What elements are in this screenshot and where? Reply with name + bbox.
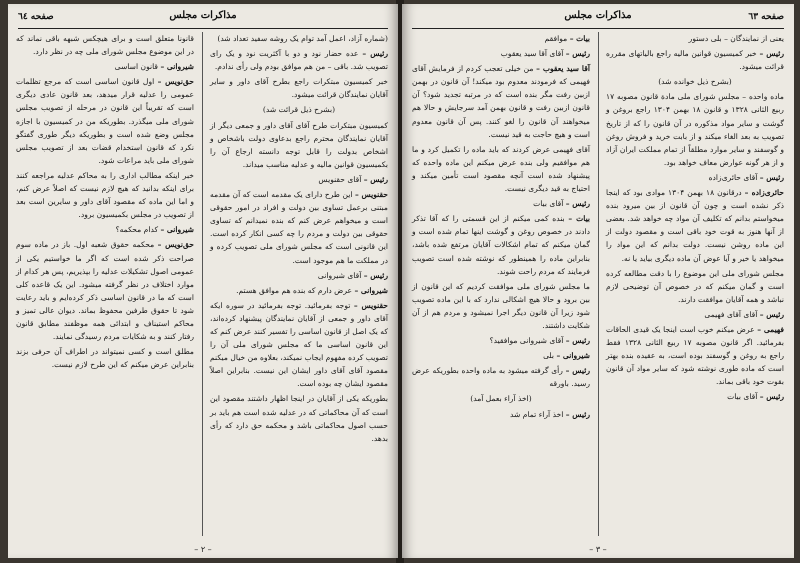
- paragraph: [412, 32, 590, 45]
- paragraph: [16, 223, 194, 236]
- paragraph: [412, 62, 590, 141]
- paragraph: [606, 171, 784, 184]
- speaker-name: رئیس –: [565, 336, 590, 346]
- paragraph-text: آقای بیات: [727, 392, 758, 402]
- paragraph-text: اول قانون اساسی است که مرجع تظلمات عمومی را عدلیه قرار میدهد، بعد قانون عادی دیگری است که تقریباً این قانون در مرحله از تصویب مجلس شورای ملی میگذرد. بطوریکه من در کمیسیون با اجازه مجلس وضع شده است و بطوریکه دیگر طوری گفتگو نکرد که قانون استخدام قضات بعد از تصویب مجلس شورای ملی باید مراعات شود.: [16, 77, 194, 165]
- paragraph: [606, 75, 784, 88]
- paragraph: [412, 364, 590, 390]
- speaker-name: رئیس –: [759, 392, 784, 402]
- speaker-name: رئیس –: [759, 49, 785, 59]
- paragraph: [210, 188, 388, 267]
- paragraph-text: آقای آقا سید یعقوب: [500, 49, 564, 59]
- paragraph-text: کمیسیون مبتکرات طرح آقای آقای داور و جمعی دیگر از آقایان نمایندگان محترم راجع بدعاوی دولت باشخاص و اشخاص بدولت را قابل توجه دانسته ارجاع آن را بکمیسیون قوانین مالیه و عدلیه مناسب میداند.: [210, 120, 388, 169]
- paragraph-text: اخذ آراء تمام شد: [510, 409, 564, 419]
- left-page-footer: – ۲ –: [194, 545, 212, 554]
- left-running-title: مذاکرات مجلس: [169, 10, 237, 21]
- paragraph-text: آقای بیات: [533, 199, 564, 209]
- paragraph: [412, 408, 590, 421]
- left-page-left-column: [16, 32, 194, 373]
- paragraph: [16, 169, 194, 221]
- speaker-name: شیروانی –: [160, 225, 194, 235]
- paragraph-text: توجه بفرمائید. توجه بفرمائید در سوره ایکه آقای داور و جمعی از آقایان نمایندگان پیشنهاد کرده‌اند، که یک اصل از قانون اساسی را تفسیر کنند عرض کنم که این قانون اساسی ما که مجلس شورای ملی آن را تصویب کرده مفهوم ایجاب نمیکند، بعلاوه من خیال میکنم مقصود آقای آقای داور ایشان این نیست. بنابراین اصلاً مقصود ایشان چه بوده است.: [210, 300, 388, 389]
- paragraph-text: عرض میکنم خوب است اینجا یک قیدی الحاقات بفرمائید. اگر قانون مصوبه ۱۷ ربیع الثانی ۱۳۲۸ فقط راجع به روغن و گوسفند بوده است، به عقیده بنده بهتر است که ماده طوری نوشته شود که سایر مواد آن قانون بقوت خود باقی بماند.: [606, 324, 785, 387]
- paragraph: [210, 392, 388, 444]
- paragraph-text: مجلس شورای ملی این موضوع را با دقت مطالعه کرده است و گمان میکنم که در خصوص آن توضیحی لازم نباشد و همه آقایان موافقت دارند.: [606, 268, 784, 304]
- paragraph: [210, 103, 388, 116]
- paragraph: [412, 143, 590, 195]
- paragraph-text: موافقم: [544, 34, 568, 43]
- paragraph: [412, 392, 590, 405]
- speaker-name: رئیس –: [759, 172, 784, 182]
- speaker-name: شیروانی –: [354, 285, 388, 295]
- paragraph: [210, 119, 388, 171]
- paragraph-text: عده حضار نود و دو با آکثریت نود و یک رای تصویب شد. باقی – من هم موافق بودم ولی رأی ندادم.: [210, 49, 388, 72]
- left-column-divider: [202, 32, 203, 536]
- paragraph: [606, 186, 784, 265]
- speaker-name: حق‌نویس –: [157, 77, 194, 87]
- speaker-name: رئیس –: [759, 309, 784, 319]
- paragraph-text: (بشرح ذیل خوانده شد): [658, 77, 732, 87]
- paragraph: [210, 173, 388, 186]
- paragraph-text: من خیلی تعجب کردم از فرمایش آقای فهیمی که فرمودند معدوم بود میکند! آن قانون در بهمن ازبین رفت مگر بنده است که در مرتبه تجدید شود؟ آن قانون ازبین رفت و قانون بهمن آمد سرجایش و حالا هم میخواهند آن قانون را لغو کنند. پس آن قانون معدوم است و هیچ حاجت به قید نیست.: [412, 64, 590, 139]
- left-page-header: [18, 10, 388, 28]
- paragraph-text: عرض دارم که بنده هم موافق هستم.: [236, 285, 353, 295]
- paragraph: [210, 299, 388, 391]
- paragraph: [412, 197, 590, 210]
- paragraph: [210, 32, 388, 45]
- paragraph-text: خبر کمیسیون قوانین مالیه راجع بالیاتهای مقرره قرائت میشود.: [606, 49, 784, 72]
- paragraph: [412, 334, 590, 347]
- speaker-name: بیات –: [569, 34, 590, 43]
- speaker-name: رئیس –: [363, 270, 388, 280]
- paragraph-text: بنده کمی میکنم از این قسمتی را که آقا تذکر دادند در خصوص روغن و گوشت اینها تمام شده است و گمان میکنم که تمام اشکالات آقایان مرتفع شده باشد، بنابراین ماده را همینطور که نوشته شده است تصویب فرمایند که مردم راحت شوند.: [412, 214, 590, 276]
- paragraph-text: این طرح دارای یک مقدمه است که آن مقدمه مبتنی برعمل تساوی بین دولت و افراد در امور حقوقی است و میخواهم عرض کنم که بنده نمیدانم که تساوی حقوقی بین دولت و مردم را چه کسی انکار کرده است. این قانونی است که مجلس شورای ملی تصویب کرده و در مملکت ما هم موجود است.: [210, 190, 388, 265]
- right-column-divider: [598, 32, 599, 536]
- paragraph-text: آقای شیروانی موافقید؟: [489, 336, 564, 346]
- right-page-left-column: [412, 32, 590, 423]
- right-page-number: صفحه ٦٣: [748, 12, 784, 22]
- speaker-name: فهیمی –: [757, 324, 784, 334]
- paragraph: [16, 32, 194, 58]
- paragraph: [412, 349, 590, 362]
- speaker-name: حائری‌زاده –: [744, 188, 784, 198]
- right-page-header: [412, 10, 784, 28]
- paragraph-text: آقای حائری‌زاده: [708, 172, 758, 182]
- paragraph-text: ما مجلس شورای ملی موافقت کردیم که این قانون از بین برود و حالا هیچ اشکالی ندارد که با این ماده تصویب شود زیرا آن قانون دیگر اجرا نمیشود و مردم هم از آن شکایت داشتند.: [412, 281, 590, 330]
- paragraph: [606, 323, 784, 388]
- paragraph: [606, 90, 784, 169]
- paragraph: [606, 308, 784, 321]
- paragraph: [210, 269, 388, 282]
- paragraph: [606, 267, 784, 306]
- paragraph-text: ماده واحده – مجلس شورای ملی مادة قانون مصوبه ۱۷ ربیع الثانی ۱۳۲۸ و قانون ۱۸ بهمن ۱۳۰۴ راجع بروغن و گوشت و سایر مواد مذکوره در آن قانون را که از تاریخ تصویب به بعد الغاء میکند و از بابت خرید و فروش روغن و گوسفند و سایر موارد مطلقاً از تمام مملکت ایران آزاد و از هر گونه عوارض معاف خواهد بود.: [606, 92, 784, 167]
- paragraph-text: آقای حقنویس: [318, 174, 362, 184]
- paragraph: [16, 238, 194, 343]
- speaker-name: حقنویس –: [354, 190, 388, 200]
- paragraph-text: یعنی از نمایندگان – بلی دستور: [688, 34, 784, 43]
- paragraph: [210, 47, 388, 73]
- paragraph-text: خبر کمیسیون مبتکرات راجع بطرح آقای داور و سایر آقایان نمایندگان قرائت میشود.: [210, 77, 388, 100]
- paragraph: [412, 47, 590, 60]
- paragraph-text: (بشرح ذیل قرائت شد): [262, 105, 336, 115]
- speaker-name: رئیس –: [565, 199, 590, 209]
- paragraph: [606, 32, 784, 45]
- speaker-name: حقنویس –: [353, 300, 388, 310]
- paragraph-text: خبر اینکه مطالب اداری را به محاکم عدلیه مراجعه کنند برای اینکه بدانید که هیچ لازم نیست که اصلاً عرض کنم، و اما این ماده که مقصود آقای داور و سایرین است بعد از تصویب در مجلس بکمیسیون برود.: [16, 170, 194, 220]
- paragraph-text: آقای آقای فهیمی: [704, 309, 758, 319]
- paragraph-text: رأی گرفته میشود به ماده واحده بطوریکه عرض رسید. باورقه: [412, 366, 590, 389]
- right-page-right-column: [606, 32, 784, 406]
- paragraph: [412, 280, 590, 332]
- paragraph-text: درقانون ۱۸ بهمن ۱۳۰۴ موادی بود که اینجا ذکر نشده است و چون آن قانون از بین میرود بنده میخواستم بدانم که تکلیف آن مواد چه خواهد شد. بعضی از آنها هنوز به قوت خود باقی است و مقصود دولت از این ماده روشن نیست. دولت بدانم که این مواد را میخواهد یا خیر و آیا عوض آن ماده دیگری بیاید یا نه.: [606, 188, 784, 263]
- speaker-name: رئیس –: [565, 49, 590, 59]
- right-page-footer: – ۳ –: [589, 545, 607, 554]
- paragraph-text: مطلق است و کسی نمیتواند در اطراف آن حرفی بزند بنابراین عرض میکنم که این طرح لازم نیست.: [16, 347, 194, 370]
- paragraph-text: آقای فهیمی عرض کردند که باید ماده را تکمیل کرد و ما هم موافقیم ولی بنده عرض میکنم این ماده واحده که پیشنهاد شده است آنچه مقصود است تأمین میکند و احتیاج به قید دیگری نیست.: [412, 144, 590, 194]
- left-page-right-column: [210, 32, 388, 447]
- paragraph-text: کدام محکمه؟: [115, 225, 159, 235]
- paragraph: [606, 47, 784, 73]
- speaker-name: آقا سید یعقوب –: [536, 64, 590, 74]
- paragraph: [16, 345, 194, 371]
- speaker-name: رئیس –: [362, 49, 388, 59]
- left-page: [8, 4, 398, 558]
- left-page-number: صفحه ٦٤: [18, 12, 54, 22]
- right-running-title: مذاکرات مجلس: [564, 10, 632, 21]
- paragraph: [16, 60, 194, 73]
- paragraph-text: بلی: [543, 351, 555, 361]
- right-page: [402, 4, 794, 558]
- paragraph-text: بطوریکه یکی از آقایان در اینجا اظهار داشتند مقصود این است که آن محاکماتی که در عدلیه شده است هم باید بر حسب اصول محاکماتی باشد و محکمه حق دارد که رأی بدهد.: [210, 394, 388, 443]
- paragraph: [210, 284, 388, 297]
- speaker-name: رئیس –: [565, 366, 590, 376]
- paragraph: [16, 75, 194, 167]
- paragraph-text: محکمه حقوق شعبه اول. باز در ماده سوم صراحت ذکر شده است که اگر ما خواستیم یکی از عمومی اصول تشکیلات عدلیه را بپذیریم، پس هر کدام از موارد اختلاف در نظر گرفته میشود. این یک قاعده کلی است که ما در قانون اساسی ذکر کرده‌ایم و باید رعایت شود تا حقوق طرفین محفوظ بماند. دیوان عالی تمیز و محاکم استیناف و ابتدائی همه موظفند مطابق قانون رفتار کنند و به شکایات مردم رسیدگی نمایند.: [16, 240, 194, 342]
- paragraph-text: (شماره آزاد، اعمل آمد توام یک روشه سفید تعداد شد): [217, 34, 388, 43]
- speaker-name: رئیس –: [363, 174, 388, 184]
- paragraph: [606, 390, 784, 403]
- right-header-rule: [412, 28, 784, 29]
- left-header-rule: [18, 28, 388, 29]
- paragraph-text: قانون اساسی: [114, 62, 159, 72]
- speaker-name: رئیس –: [565, 409, 590, 419]
- speaker-name: شیروانی –: [556, 351, 590, 361]
- paragraph-text: (اخذ آراء بعمل آمد): [470, 394, 532, 404]
- paragraph: [412, 212, 590, 277]
- speaker-name: شیروانی –: [160, 62, 194, 72]
- paragraph-text: قانونا متعلق است و برای هیچکس شبهه باقی نماند که در این موضوع مجلس شورای ملی چه در نظر دارد.: [16, 34, 194, 57]
- speaker-name: حق‌نویس –: [157, 240, 194, 250]
- paragraph: [210, 75, 388, 101]
- paragraph-text: آقای شیروانی: [317, 270, 362, 280]
- speaker-name: بیات –: [568, 214, 590, 224]
